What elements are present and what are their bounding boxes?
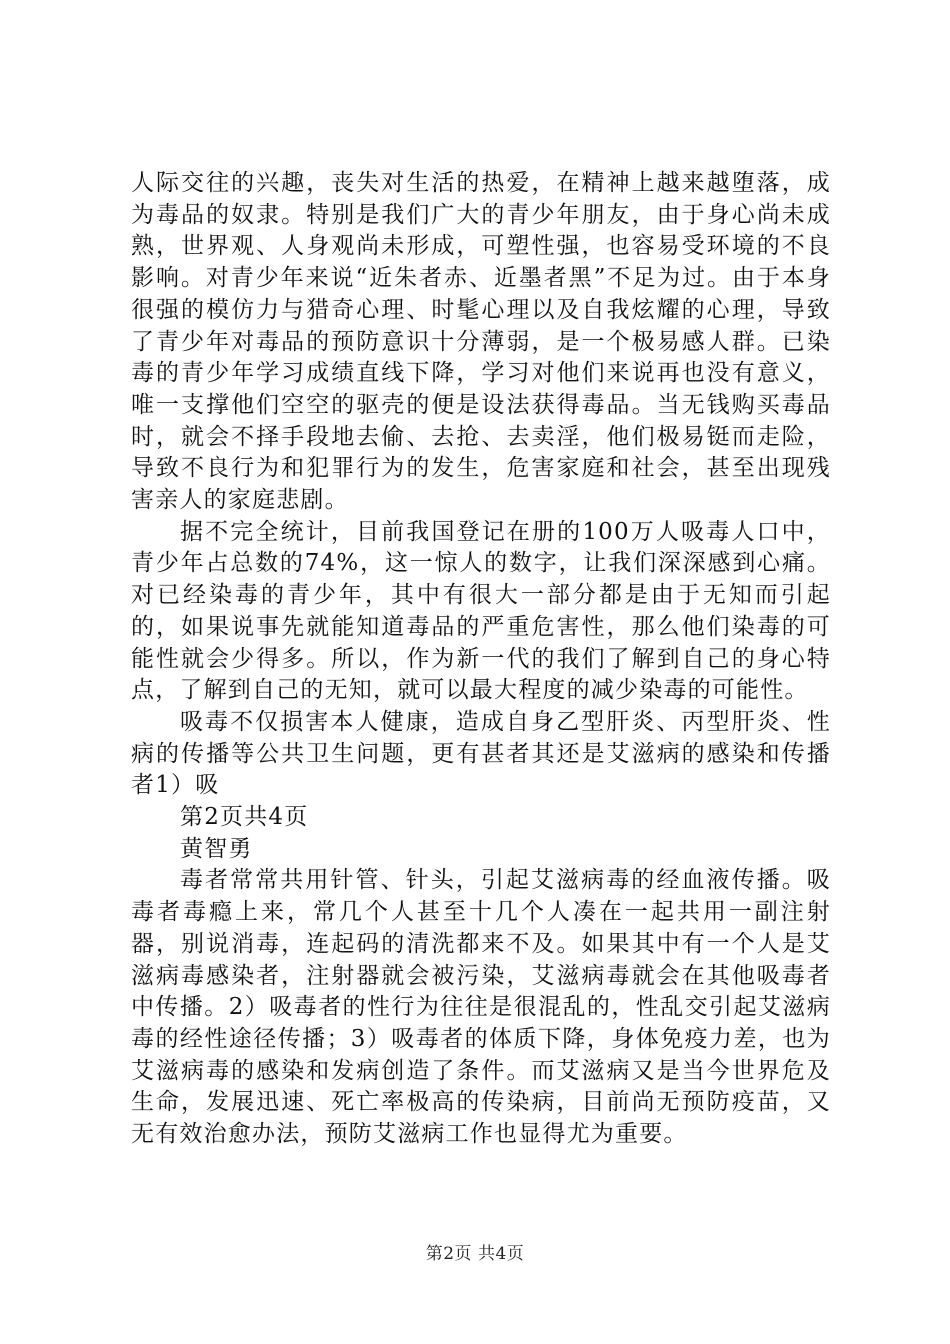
paragraph-health-harm: 吸毒不仅损害本人健康，造成自身乙型肝炎、丙型肝炎、性病的传播等公共卫生问题，更有甚者其还是艾滋病的感染和传播者1）吸	[131, 708, 831, 799]
paragraph-addiction-effects: 人际交往的兴趣，丧失对生活的热爱，在精神上越来越堕落，成为毒品的奴隶。特别是我们广大的青少年朋友，由于身心尚未成熟，世界观、人身观尚未形成，可塑性强，也容易受环境的不良影响。对青少年来说“近朱者赤、近墨者黑”不足为过。由于本身很强的模仿力与猎奇心理、时髦心理以及自我炫耀的心理，导致了青少年对毒品的预防意识十分薄弱，是一个极易感人群。已染毒的青少年学习成绩直线下降，学习对他们来说再也没有意义，唯一支撑他们空空的驱壳的便是设法获得毒品。当无钱购买毒品时，就会不择手段地去偷、去抢、去卖淫，他们极易铤而走险，导致不良行为和犯罪行为的发生，危害家庭和社会，甚至出现残害亲人的家庭悲剧。	[131, 170, 831, 514]
page-footer: 第2页 共4页	[425, 1244, 525, 1264]
author-name: 黄智勇	[180, 835, 253, 862]
paragraph-hiv-transmission: 毒者常常共用针管、针头，引起艾滋病毒的经血液传播。吸毒者毒瘾上来，常几个人甚至十几个人凑在一起共用一副注射器，别说消毒，连起码的清洗都来不及。如果其中有一个人是艾滋病毒感染者，注射器就会被污染，艾滋病毒就会在其他吸毒者中传播。2）吸毒者的性行为往往是很混乱的，性乱交引起艾滋病毒的经性途径传播；3）吸毒者的体质下降，身体免疫力差，也为艾滋病毒的感染和发病创造了条件。而艾滋病又是当今世界危及生命，发展迅速、死亡率极高的传染病，目前尚无预防疫苗，又无有效治愈办法，预防艾滋病工作也显得尤为重要。	[131, 867, 831, 1148]
paragraph-statistics: 据不完全统计，目前我国登记在册的100万人吸毒人口中，青少年占总数的74%，这一惊人的数字，让我们深深感到心痛。对已经染毒的青少年，其中有很大一部分都是由于无知而引起的，如果说事先就能知道毒品的严重危害性，那么他们染毒的可能性就会少得多。所以，作为新一代的我们了解到自己的身心特点，了解到自己的无知，就可以最大程度的减少染毒的可能性。	[131, 518, 831, 704]
document-body	[131, 168, 831, 1151]
inline-page-marker: 第2页共4页	[180, 804, 309, 831]
